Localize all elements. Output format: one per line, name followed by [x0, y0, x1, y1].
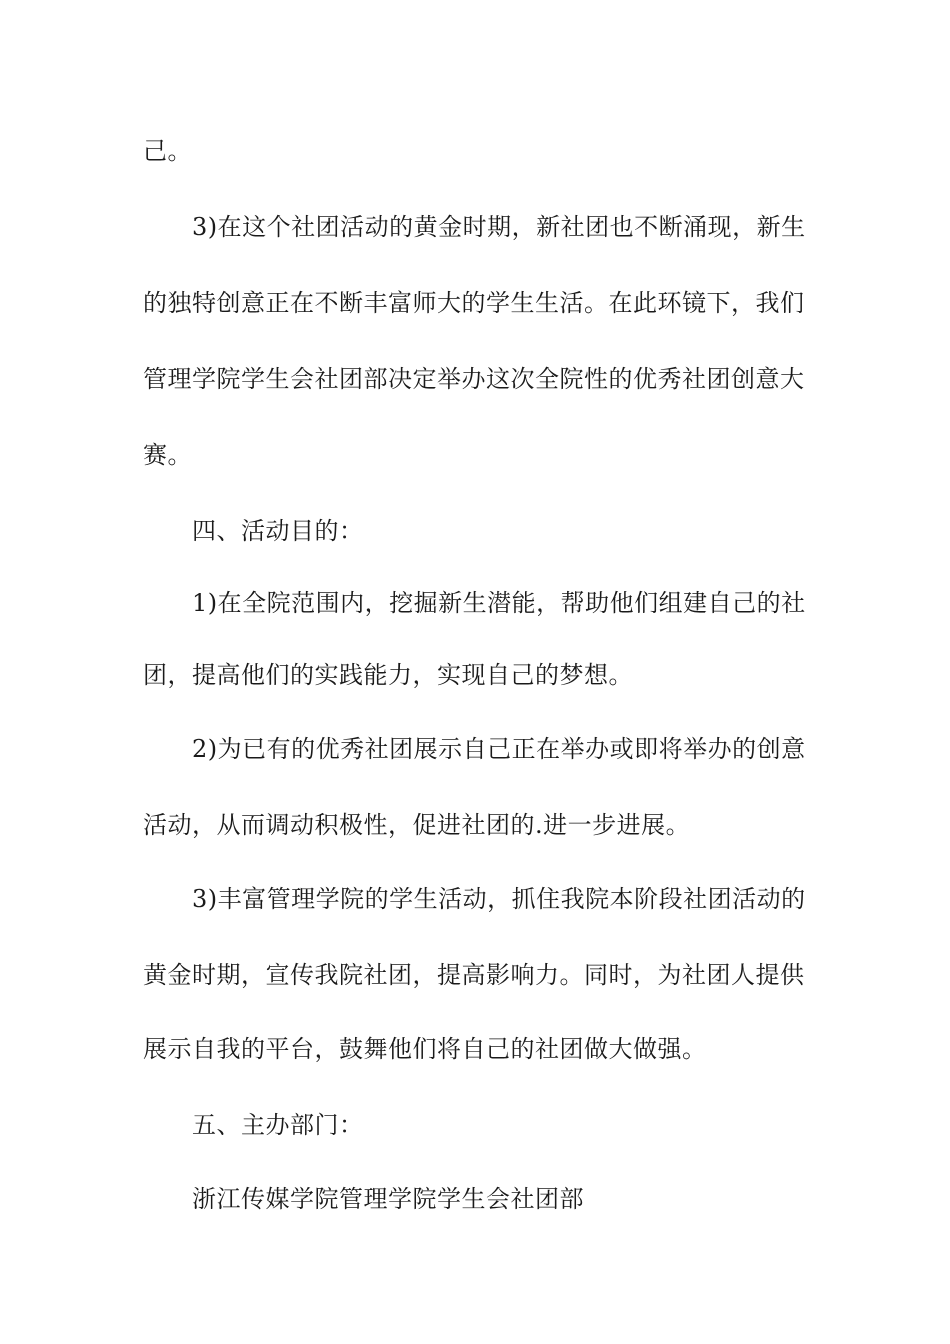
paragraph-line: 己。	[143, 137, 192, 165]
paragraph-line: 3)在这个社团活动的黄金时期，新社团也不断涌现，新生	[192, 213, 806, 241]
section-heading: 五、主办部门：	[192, 1111, 364, 1139]
organizer-name: 浙江传媒学院管理学院学生会社团部	[192, 1185, 584, 1213]
paragraph-line: 1)在全院范围内，挖掘新生潜能，帮助他们组建自己的社	[192, 589, 806, 617]
paragraph-line: 管理学院学生会社团部决定举办这次全院性的优秀社团创意大	[143, 365, 805, 393]
paragraph-line: 3)丰富管理学院的学生活动，抓住我院本阶段社团活动的	[192, 885, 806, 913]
paragraph-line: 黄金时期，宣传我院社团，提高影响力。同时，为社团人提供	[143, 961, 805, 989]
paragraph-line: 的独特创意正在不断丰富师大的学生生活。在此环镜下，我们	[143, 289, 805, 317]
paragraph-line: 活动，从而调动积极性，促进社团的.进一步进展。	[143, 811, 691, 839]
paragraph-line: 赛。	[143, 441, 192, 469]
paragraph-line: 2)为已有的优秀社团展示自己正在举办或即将举办的创意	[192, 735, 806, 763]
paragraph-line: 展示自我的平台，鼓舞他们将自己的社团做大做强。	[143, 1035, 707, 1063]
paragraph-line: 团，提高他们的实践能力，实现自己的梦想。	[143, 661, 633, 689]
section-heading: 四、活动目的：	[192, 517, 364, 545]
